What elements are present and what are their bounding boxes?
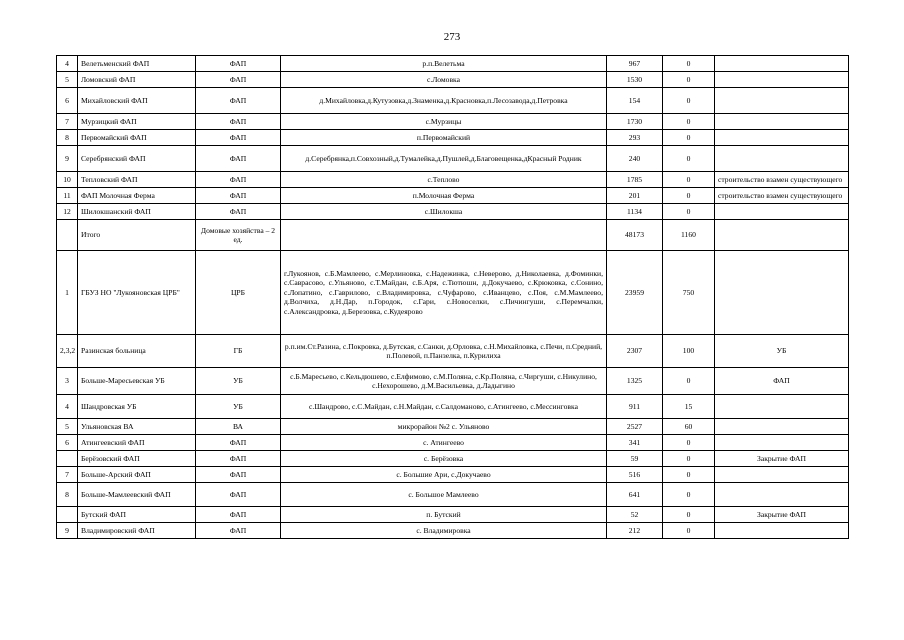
table-row xyxy=(57,467,849,483)
population: 1134 xyxy=(607,204,663,220)
table-row xyxy=(57,56,849,72)
facility-type: ВА xyxy=(196,419,281,435)
row-number: 5 xyxy=(57,419,78,435)
row-number: 11 xyxy=(57,188,78,204)
population: 1785 xyxy=(607,172,663,188)
row-number: 1 xyxy=(57,251,78,335)
settlements-served: р.п.им.Ст.Разина, с.Покровка, д.Бутская, с.Санки, д.Орловка, с.Н.Михайловка, с.Печи, п.Средний, п.Полевой, п.Панзелка, п.Курилиха xyxy=(281,335,607,368)
settlements-served xyxy=(281,220,607,251)
table-row xyxy=(57,335,849,368)
population: 967 xyxy=(607,56,663,72)
row-number: 5 xyxy=(57,72,78,88)
note xyxy=(715,56,849,72)
settlements-served: р.п.Велетьма xyxy=(281,56,607,72)
facility-name: Разинская больница xyxy=(78,335,196,368)
facility-name: Шилокшанский ФАП xyxy=(78,204,196,220)
table-row xyxy=(57,368,849,395)
note xyxy=(715,72,849,88)
facility-name: Мурзицкий ФАП xyxy=(78,114,196,130)
population: 293 xyxy=(607,130,663,146)
row-number: 3 xyxy=(57,368,78,395)
facility-name: ФАП Молочная Ферма xyxy=(78,188,196,204)
row-number: 10 xyxy=(57,172,78,188)
facility-type: ЦРБ xyxy=(196,251,281,335)
beds: 0 xyxy=(663,507,715,523)
row-number: 6 xyxy=(57,88,78,114)
facility-name: Тепловский ФАП xyxy=(78,172,196,188)
facility-name: Итого xyxy=(78,220,196,251)
population: 516 xyxy=(607,467,663,483)
row-number: 2,3,2 xyxy=(57,335,78,368)
row-number: 9 xyxy=(57,523,78,539)
note: строительство взамен существующего xyxy=(715,188,849,204)
population: 52 xyxy=(607,507,663,523)
facility-name: Первомайский ФАП xyxy=(78,130,196,146)
population: 2527 xyxy=(607,419,663,435)
note: строительство взамен существующего xyxy=(715,172,849,188)
facility-type: ФАП xyxy=(196,172,281,188)
facility-name: Владимировский ФАП xyxy=(78,523,196,539)
population: 911 xyxy=(607,395,663,419)
row-number: 12 xyxy=(57,204,78,220)
facility-type: ФАП xyxy=(196,114,281,130)
beds: 0 xyxy=(663,483,715,507)
table-row xyxy=(57,172,849,188)
note xyxy=(715,395,849,419)
settlements-served: с.Б.Маресьево, с.Кельдюшево, с.Елфимово, с.М.Поляна, с.Кр.Поляна, с.Чиргуши, с.Никулино, с.Нехорошево, д.М.Васильевка, д.Ладыгино xyxy=(281,368,607,395)
table-row xyxy=(57,146,849,172)
table-row xyxy=(57,88,849,114)
table-row xyxy=(57,523,849,539)
facility-name: Атингеевский ФАП xyxy=(78,435,196,451)
settlements-served: с. Атингеево xyxy=(281,435,607,451)
row-number: 7 xyxy=(57,467,78,483)
table-row xyxy=(57,451,849,467)
facility-type: ФАП xyxy=(196,130,281,146)
facility-type: ФАП xyxy=(196,204,281,220)
population: 154 xyxy=(607,88,663,114)
row-number: 7 xyxy=(57,114,78,130)
population: 641 xyxy=(607,483,663,507)
beds: 0 xyxy=(663,435,715,451)
settlements-served: с.Мурзицы xyxy=(281,114,607,130)
settlements-served: г.Лукоянов, с.Б.Мамлеево, с.Мерлиновка, с.Надежинка, с.Неверово, д.Николаевка, д.Фоминки, с.Саврасово, с.Ульяново, с.Т.Майдан, с.Б.Аря, с.Тютюшн, д.Докучаево, с.Крюковка, с.Сонино, с.Лопатино, с.Гаврилово, с.Владимировка, с.Чуфарово, с.Иванцево, с.Поя, с.М.Мамлеево, д.Волчиха, д.Н.Дар, п.Городок, с.Гари, с.Новоселки, с.Пичингуши, с.Перемчалки, с.Александровка, д.Березовка, с.Кудеярово xyxy=(281,251,607,335)
facility-name: Шандровская УБ xyxy=(78,395,196,419)
facility-name: Ломовский ФАП xyxy=(78,72,196,88)
facility-name: Больше-Арский ФАП xyxy=(78,467,196,483)
beds: 0 xyxy=(663,368,715,395)
population: 2307 xyxy=(607,335,663,368)
row-number: 8 xyxy=(57,130,78,146)
beds: 0 xyxy=(663,130,715,146)
beds: 0 xyxy=(663,523,715,539)
facility-type: Домовые хозяйства – 2 ед. xyxy=(196,220,281,251)
page-number: 273 xyxy=(443,31,461,43)
facility-type: ФАП xyxy=(196,523,281,539)
beds: 0 xyxy=(663,451,715,467)
table-row xyxy=(57,188,849,204)
facility-type: ФАП xyxy=(196,188,281,204)
facility-name: Больше-Маресьевская УБ xyxy=(78,368,196,395)
settlements-served: д.Серебрянка,п.Совхозный,д.Тумалейка,д.Пушлей,д.Благовещенка,дКрасный Родник xyxy=(281,146,607,172)
facility-type: ФАП xyxy=(196,451,281,467)
population: 23959 xyxy=(607,251,663,335)
settlements-served: с.Шилокша xyxy=(281,204,607,220)
facility-name: Серебрянский ФАП xyxy=(78,146,196,172)
facility-type: УБ xyxy=(196,395,281,419)
table-row xyxy=(57,507,849,523)
row-number: 6 xyxy=(57,435,78,451)
beds: 15 xyxy=(663,395,715,419)
facility-type: ФАП xyxy=(196,88,281,114)
beds: 0 xyxy=(663,172,715,188)
table-row xyxy=(57,395,849,419)
beds: 0 xyxy=(663,146,715,172)
table-row xyxy=(57,72,849,88)
row-number: 4 xyxy=(57,395,78,419)
note xyxy=(715,251,849,335)
facility-type: ФАП xyxy=(196,507,281,523)
facility-type: ФАП xyxy=(196,146,281,172)
facility-type: ФАП xyxy=(196,72,281,88)
beds: 0 xyxy=(663,56,715,72)
table-row xyxy=(57,114,849,130)
settlements-served: с.Теплово xyxy=(281,172,607,188)
facility-type: ФАП xyxy=(196,467,281,483)
facility-name: ГБУЗ НО "Лукояновская ЦРБ" xyxy=(78,251,196,335)
facility-type: УБ xyxy=(196,368,281,395)
facility-type: ФАП xyxy=(196,56,281,72)
note xyxy=(715,114,849,130)
table-row-total xyxy=(57,220,849,251)
note: Закрытие ФАП xyxy=(715,507,849,523)
note: УБ xyxy=(715,335,849,368)
beds: 0 xyxy=(663,72,715,88)
note xyxy=(715,204,849,220)
population: 1730 xyxy=(607,114,663,130)
population: 59 xyxy=(607,451,663,467)
note xyxy=(715,523,849,539)
settlements-served: микрорайон №2 с. Ульяново xyxy=(281,419,607,435)
note xyxy=(715,419,849,435)
settlements-served: с.Ломовка xyxy=(281,72,607,88)
note xyxy=(715,88,849,114)
population: 201 xyxy=(607,188,663,204)
note xyxy=(715,435,849,451)
table-row xyxy=(57,130,849,146)
row-number xyxy=(57,220,78,251)
note xyxy=(715,146,849,172)
beds: 0 xyxy=(663,188,715,204)
beds: 60 xyxy=(663,419,715,435)
note: ФАП xyxy=(715,368,849,395)
population: 1325 xyxy=(607,368,663,395)
settlements-served: с. Большие Ари, с.Докучаево xyxy=(281,467,607,483)
facility-name: Ульяновская ВА xyxy=(78,419,196,435)
beds: 0 xyxy=(663,467,715,483)
population: 212 xyxy=(607,523,663,539)
facility-type: ГБ xyxy=(196,335,281,368)
beds: 750 xyxy=(663,251,715,335)
note xyxy=(715,483,849,507)
table-row xyxy=(57,204,849,220)
population: 48173 xyxy=(607,220,663,251)
facility-name: Бутский ФАП xyxy=(78,507,196,523)
facility-name: Больше-Мамлеевский ФАП xyxy=(78,483,196,507)
table-row xyxy=(57,419,849,435)
table-row xyxy=(57,435,849,451)
row-number: 8 xyxy=(57,483,78,507)
population: 240 xyxy=(607,146,663,172)
facility-type: ФАП xyxy=(196,483,281,507)
beds: 0 xyxy=(663,204,715,220)
settlements-served: п. Бутский xyxy=(281,507,607,523)
settlements-served: д.Михайловка,д.Кутузовка,д.Знаменка,д.Красновка,п.Лесозавода,д.Петровка xyxy=(281,88,607,114)
row-number xyxy=(57,507,78,523)
row-number xyxy=(57,451,78,467)
settlements-served: с. Большое Мамлеево xyxy=(281,483,607,507)
beds: 0 xyxy=(663,114,715,130)
note xyxy=(715,220,849,251)
settlements-served: с.Шандрово, с.С.Майдан, с.Н.Майдан, с.Салдоманово, с.Атингеево, с.Мессинговка xyxy=(281,395,607,419)
settlements-served: п.Первомайский xyxy=(281,130,607,146)
beds: 0 xyxy=(663,88,715,114)
beds: 1160 xyxy=(663,220,715,251)
note xyxy=(715,130,849,146)
table-row xyxy=(57,483,849,507)
row-number: 9 xyxy=(57,146,78,172)
population: 1530 xyxy=(607,72,663,88)
facility-name: Берёзовский ФАП xyxy=(78,451,196,467)
table-row xyxy=(57,251,849,335)
population: 341 xyxy=(607,435,663,451)
note xyxy=(715,467,849,483)
note: Закрытие ФАП xyxy=(715,451,849,467)
settlements-served: с. Владимировка xyxy=(281,523,607,539)
facilities-table xyxy=(56,55,849,539)
settlements-served: с. Берёзовка xyxy=(281,451,607,467)
facility-name: Михайловский ФАП xyxy=(78,88,196,114)
settlements-served: п.Молочная Ферма xyxy=(281,188,607,204)
facility-type: ФАП xyxy=(196,435,281,451)
facility-name: Велетьменский ФАП xyxy=(78,56,196,72)
row-number: 4 xyxy=(57,56,78,72)
beds: 100 xyxy=(663,335,715,368)
